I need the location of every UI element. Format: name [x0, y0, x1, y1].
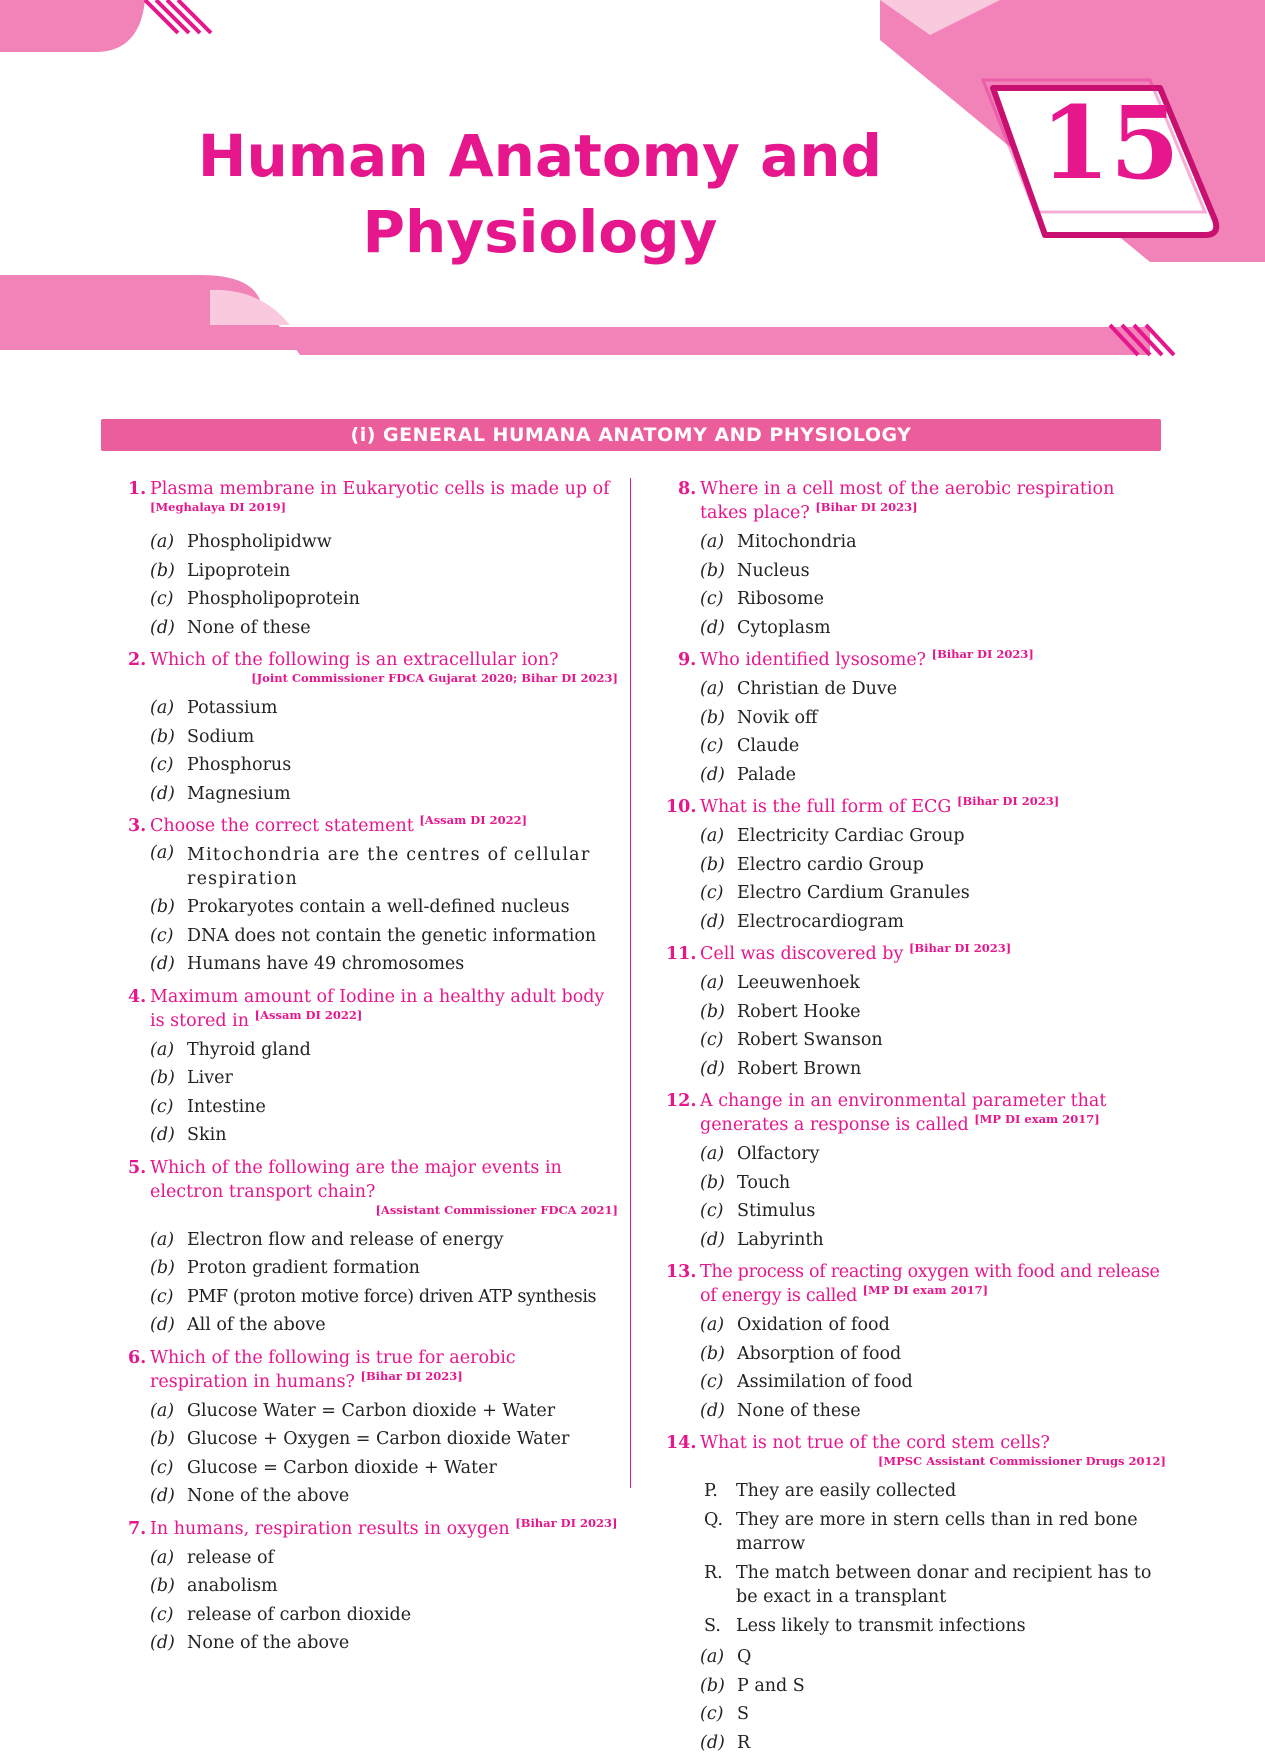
question-13: 13. The process of reacting oxygen with food and release of energy is called [MP DI exam 2017] — [666, 1262, 1160, 1306]
option: (b) Absorption of food — [700, 1343, 902, 1364]
option: (c) Electro Cardium Granules — [700, 883, 970, 903]
option: (a) Mitochondria — [700, 532, 857, 552]
option: (d) R — [700, 1732, 751, 1753]
section-heading: (i) GENERAL HUMANA ANATOMY AND PHYSIOLOGY — [101, 419, 1161, 451]
question-2: 2. Which of the following is an extracellular ion? [Joint Commissioner FDCA Gujarat 2020; Bihar DI 2023] — [128, 650, 618, 685]
options — [700, 1140, 1166, 1254]
option: (c) Phosphorus — [150, 755, 292, 775]
statement: P. They are easily collected — [704, 1481, 957, 1501]
statement: R. The match between donar and recipient has to be exact in a transplant — [704, 1563, 1152, 1607]
chapter-number: 15 — [1040, 84, 1180, 202]
options — [150, 1397, 618, 1511]
option: (a) Glucose Water = Carbon dioxide + Water — [150, 1400, 556, 1421]
option: (c) Ribosome — [700, 589, 824, 609]
option: (b) Liver — [150, 1068, 233, 1088]
option: (c) PMF (proton motive force) driven ATP synthesis — [150, 1286, 597, 1307]
option: (b) Touch — [700, 1172, 791, 1193]
options — [700, 1643, 1166, 1757]
options — [150, 841, 618, 979]
option: (b) P and S — [700, 1675, 805, 1696]
option: (a) Mitochondria are the centres of cellular respiration — [150, 843, 591, 889]
options — [150, 1226, 618, 1340]
options — [700, 969, 1166, 1083]
option: (c) DNA does not contain the genetic information — [150, 925, 597, 946]
left-column — [128, 477, 618, 1664]
option: (b) Prokaryotes contain a well-defined nucleus — [150, 897, 570, 917]
option: (d) Labyrinth — [700, 1229, 824, 1250]
option: (a) release of — [150, 1547, 275, 1568]
option: (d) None of the above — [150, 1633, 350, 1653]
option: (a) Thyroid gland — [150, 1039, 311, 1060]
right-column — [666, 477, 1166, 1763]
options — [150, 694, 618, 808]
question-11: 11. Cell was discovered by [Bihar DI 2023] — [666, 941, 1012, 964]
option: (d) Skin — [150, 1125, 227, 1145]
option: (c) Assimilation of food — [700, 1372, 913, 1392]
option: (a) Oxidation of food — [700, 1315, 890, 1335]
option: (c) release of carbon dioxide — [150, 1604, 412, 1625]
question-7: 7. In humans, respiration results in oxygen [Bihar DI 2023] — [128, 1515, 618, 1539]
option: (c) Intestine — [150, 1096, 266, 1117]
question-3: 3. Choose the correct statement [Assam DI 2022] — [128, 813, 528, 836]
option: (d) None of these — [150, 617, 311, 638]
option: (b) Lipoprotein — [150, 560, 291, 581]
option: (d) Magnesium — [150, 783, 291, 804]
option: (a) Q — [700, 1647, 752, 1667]
option: (c) Claude — [700, 736, 800, 756]
question-9: 9. Who identified lysosome? [Bihar DI 2023] — [678, 647, 1034, 670]
option: (b) Nucleus — [700, 560, 810, 581]
option: (a) Electron flow and release of energy — [150, 1229, 504, 1250]
question-1: 1. Plasma membrane in Eukaryotic cells is made up of [Meghalaya DI 2019] — [128, 479, 610, 515]
option: (b) Electro cardio Group — [700, 854, 924, 875]
option: (c) Glucose = Carbon dioxide + Water — [150, 1457, 497, 1478]
statements — [700, 1479, 1166, 1638]
question-8: 8. Where in a cell most of the aerobic respiration takes place? [Bihar DI 2023] — [678, 479, 1115, 523]
question-4: 4. Maximum amount of Iodine in a healthy adult body is stored in [Assam DI 2022] — [128, 986, 605, 1031]
question-10: 10. What is the full form of ECG [Bihar DI 2023] — [666, 794, 1060, 817]
question-12: 12. A change in an environmental parameter that generates a response is called [MP DI exam 2017] — [666, 1091, 1107, 1135]
option: (b) Sodium — [150, 726, 255, 747]
column-divider — [630, 478, 631, 1488]
option: (d) Robert Brown — [700, 1058, 862, 1079]
statement: S. Less likely to transmit infections — [704, 1616, 1026, 1636]
option: (d) None of the above — [150, 1486, 350, 1506]
question-6: 6. Which of the following is true for aerobic respiration in humans? [Bihar DI 2023] — [128, 1347, 516, 1392]
option: (b) anabolism — [150, 1576, 278, 1596]
question-5: 5. Which of the following are the major events in electron transport chain? [Assistant Commissioner FDCA 2021] — [128, 1157, 618, 1217]
chapter-title: Human Anatomy and Physiology — [197, 122, 883, 266]
options — [150, 1544, 618, 1658]
option: (a) Olfactory — [700, 1144, 820, 1164]
option: (d) All of the above — [150, 1315, 326, 1335]
option: (a) Potassium — [150, 698, 278, 718]
option: (a) Leeuwenhoek — [700, 973, 860, 993]
option: (d) Palade — [700, 764, 797, 785]
option: (c) Stimulus — [700, 1201, 816, 1221]
option: (a) Phospholipidww — [150, 532, 332, 552]
question-14: 14. What is not true of the cord stem cells? [MPSC Assistant Commissioner Drugs 2012] — [666, 1433, 1166, 1468]
option: (c) Robert Swanson — [700, 1030, 883, 1050]
options — [700, 675, 1166, 789]
options — [700, 1311, 1166, 1425]
options — [150, 528, 618, 642]
options — [700, 528, 1166, 642]
option: (b) Robert Hooke — [700, 1001, 861, 1022]
option: (c) S — [700, 1704, 749, 1724]
option: (c) Phospholipoprotein — [150, 589, 360, 609]
option: (d) Cytoplasm — [700, 617, 831, 638]
option: (b) Proton gradient formation — [150, 1258, 420, 1278]
option: (d) None of these — [700, 1400, 861, 1421]
options — [150, 1036, 618, 1150]
option: (b) Glucose + Oxygen = Carbon dioxide Water — [150, 1429, 570, 1449]
option: (d) Humans have 49 chromosomes — [150, 954, 465, 974]
option: (a) Electricity Cardiac Group — [700, 826, 965, 846]
option: (d) Electrocardiogram — [700, 911, 904, 932]
option: (a) Christian de Duve — [700, 679, 898, 699]
options — [700, 822, 1166, 936]
statement: Q. They are more in stern cells than in red bone marrow — [704, 1510, 1138, 1554]
option: (b) Novik off — [700, 707, 818, 728]
